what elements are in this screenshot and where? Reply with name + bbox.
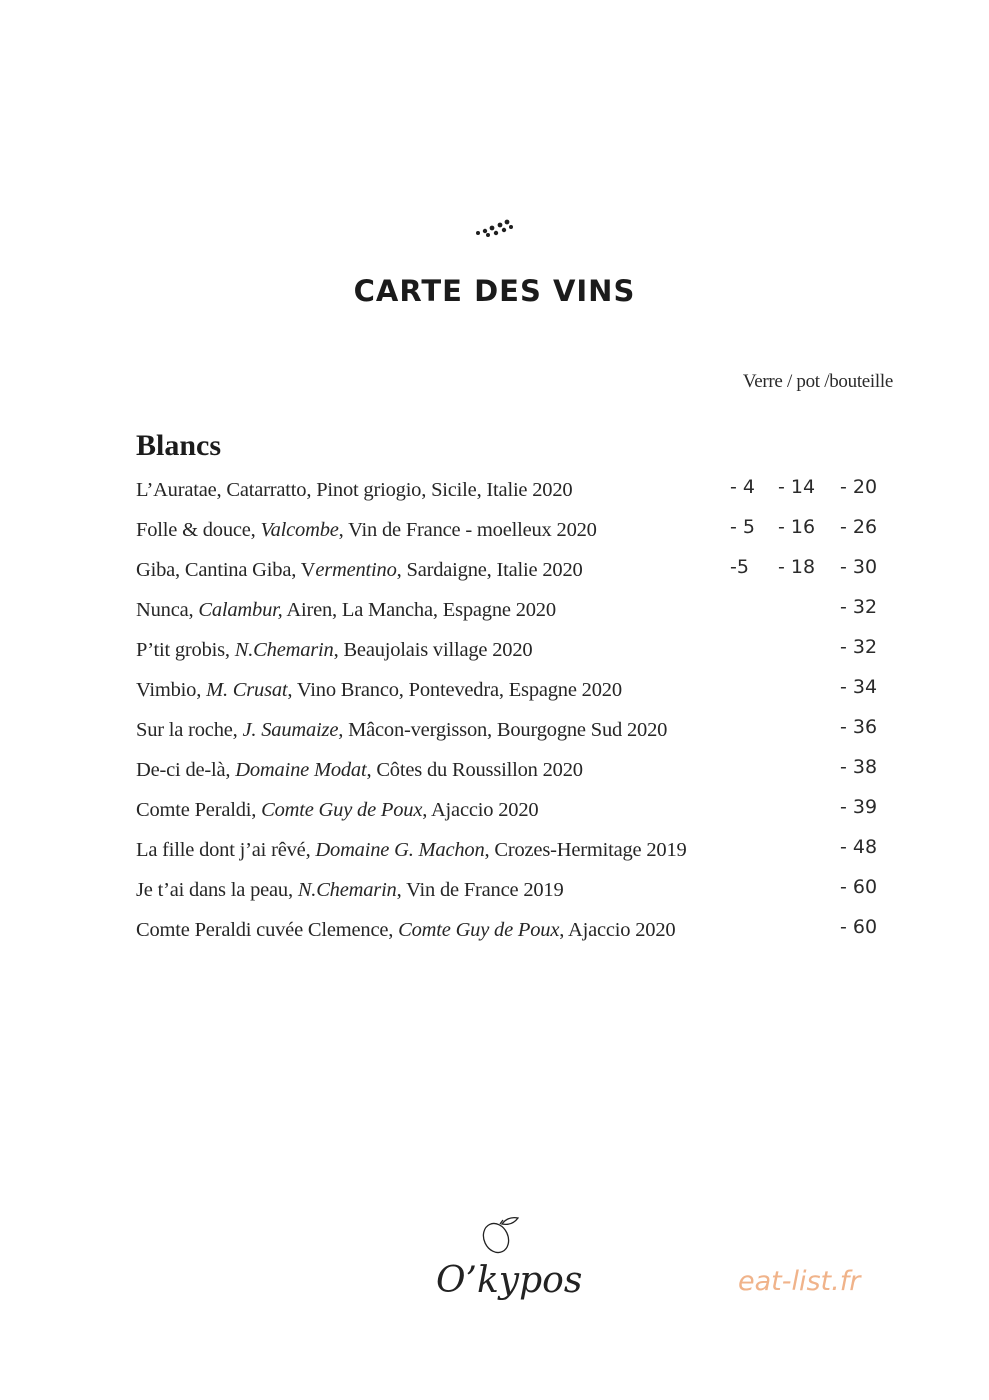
wine-row — [136, 636, 896, 676]
wine-name — [136, 519, 597, 542]
okypos-logo — [430, 1212, 583, 1308]
wine-name — [136, 799, 538, 822]
wine-text: De-ci de-là, — [136, 759, 236, 781]
wine-text: Comte Peraldi cuvée Clemence, — [136, 919, 399, 941]
wine-row — [136, 516, 896, 556]
wine-text: Comte Peraldi, — [136, 799, 262, 821]
price-bottle: - 32 — [840, 596, 878, 618]
grape-dots-icon — [472, 216, 516, 238]
wine-row — [136, 476, 896, 516]
wine-producer: J. Saumaize, — [242, 719, 344, 741]
wine-row — [136, 756, 896, 796]
wine-text: , Vin de France - moelleux 2020 — [338, 519, 597, 541]
wine-text: , Côtes du Roussillon 2020 — [366, 759, 583, 781]
price-bottle: - 60 — [840, 876, 878, 898]
wine-name — [136, 599, 556, 622]
wine-name — [136, 919, 675, 942]
price-bottle: - 38 — [840, 756, 878, 778]
wine-text: Folle & douce, — [136, 519, 261, 541]
wine-name — [136, 479, 572, 502]
price-pot: - 18 — [778, 556, 816, 578]
wine-text: , Crozes-Hermitage 2019 — [484, 839, 687, 861]
price-glass: - 5 — [730, 516, 755, 538]
wine-text: , Ajaccio 2020 — [422, 799, 539, 821]
logo-text: O’kypos — [436, 1260, 583, 1301]
price-pot: - 16 — [778, 516, 816, 538]
wine-row — [136, 676, 896, 716]
wine-name — [136, 759, 583, 782]
lemon-icon — [479, 1218, 518, 1257]
watermark: eat-list.fr — [738, 1266, 861, 1297]
price-bottle: - 26 — [840, 516, 878, 538]
wine-text: Nunca, — [136, 599, 199, 621]
price-bottle: - 60 — [840, 916, 878, 938]
wine-producer: Comte Guy de Poux — [261, 799, 423, 821]
wine-producer: Comte Guy de Poux — [398, 919, 560, 941]
price-bottle: - 20 — [840, 476, 878, 498]
price-columns-header: Verre / pot /bouteille — [742, 371, 893, 392]
wine-text: Airen, La Mancha, Espagne 2020 — [282, 599, 556, 621]
price-bottle: - 39 — [840, 796, 878, 818]
wine-name — [136, 879, 564, 902]
price-bottle: - 30 — [840, 556, 878, 578]
wine-producer: Domaine G. Machon — [315, 839, 485, 861]
wine-row — [136, 796, 896, 836]
wine-text: , Vin de France 2019 — [396, 879, 564, 901]
wine-name — [136, 719, 667, 742]
price-bottle: - 34 — [840, 676, 878, 698]
wine-text: Giba, Cantina Giba, V — [136, 559, 316, 581]
price-glass: - 4 — [730, 476, 755, 498]
price-bottle: - 32 — [840, 636, 878, 658]
wine-text: L’Auratae, Catarratto, Pinot griogio, Sicile, Italie 2020 — [136, 479, 573, 501]
wine-row — [136, 916, 896, 956]
wine-name — [136, 839, 687, 862]
wine-name — [136, 679, 622, 702]
wine-text: , Sardaigne, Italie 2020 — [396, 559, 583, 581]
wine-text: Vimbio, — [136, 679, 207, 701]
wine-text: , Beaujolais village 2020 — [333, 639, 533, 661]
price-bottle: - 48 — [840, 836, 878, 858]
wine-text: Je t’ai dans la peau, — [136, 879, 298, 901]
wine-text: , Ajaccio 2020 — [559, 919, 676, 941]
wine-text: La fille dont j’ai rêvé, — [136, 839, 316, 861]
wine-text: Sur la roche, — [136, 719, 243, 741]
wine-text: P’tit grobis, — [136, 639, 235, 661]
wine-row — [136, 876, 896, 916]
wine-name — [136, 639, 532, 662]
price-bottle: - 36 — [840, 716, 878, 738]
wine-producer: N.Chemarin — [297, 879, 397, 901]
wine-row — [136, 596, 896, 636]
wine-text: , Vino Branco, Pontevedra, Espagne 2020 — [287, 679, 622, 701]
wine-row — [136, 836, 896, 876]
wine-row — [136, 716, 896, 756]
price-pot: - 14 — [778, 476, 816, 498]
price-glass: -5 — [730, 556, 749, 578]
page-title: CARTE DES VINS — [353, 274, 636, 308]
wine-list — [136, 476, 896, 956]
wine-producer: Domaine Modat — [235, 759, 367, 781]
wine-producer: Calambur, — [198, 599, 283, 621]
wine-producer: M. Crusat — [206, 679, 288, 701]
wine-producer: Valcombe — [260, 519, 339, 541]
wine-name — [136, 559, 583, 582]
wine-producer: N.Chemarin — [234, 639, 334, 661]
wine-producer: ermentino — [315, 559, 397, 581]
wine-text: Mâcon-vergisson, Bourgogne Sud 2020 — [343, 719, 668, 741]
wine-row — [136, 556, 896, 596]
section-title-blancs: Blancs — [136, 429, 222, 462]
